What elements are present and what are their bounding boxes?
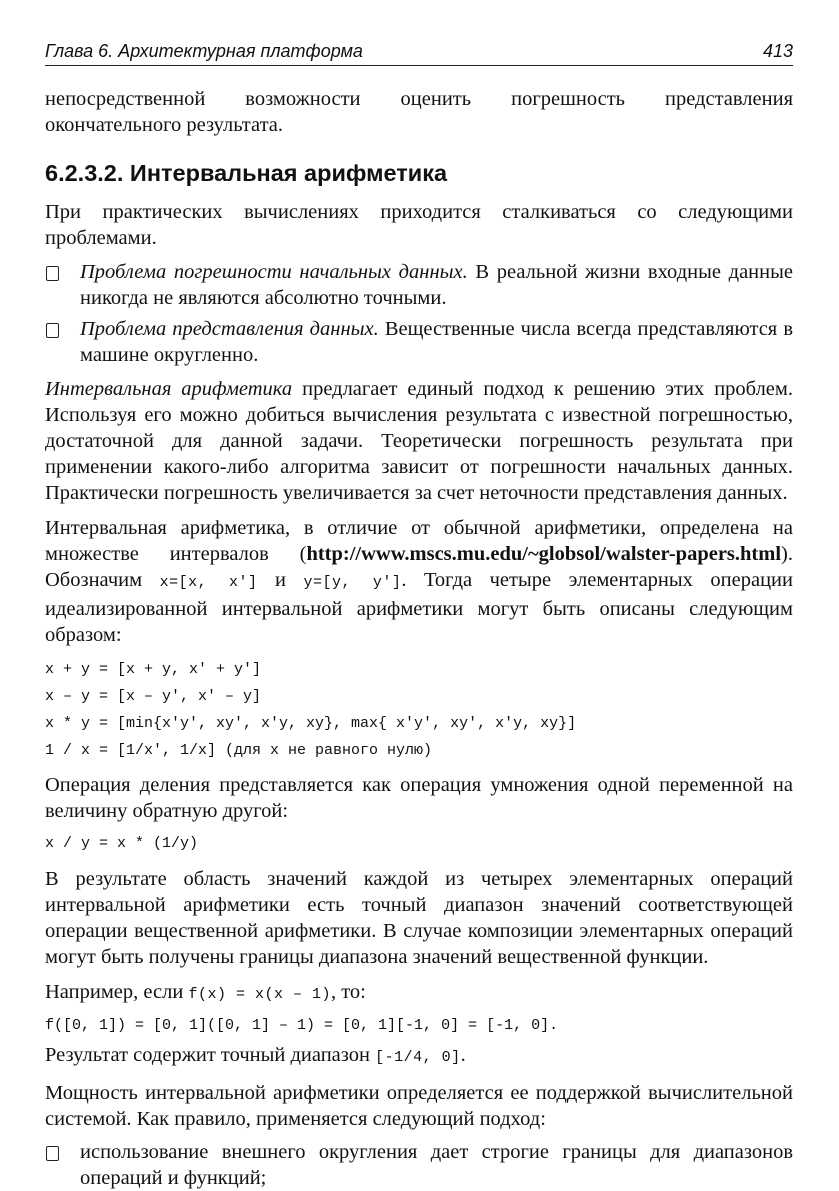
code-line: x + y = [x + y, x' + y'] — [45, 661, 262, 678]
checkbox-bullet-icon — [46, 323, 59, 338]
paragraph-power: Мощность интервальной арифметики определяется ее поддержкой вычислительной системой. Как правило, применяется следующий подход: — [45, 1082, 793, 1130]
intro-paragraph: непосредственной возможности оценить погрешность представления окончательного результата. — [45, 88, 793, 136]
bullet-item — [45, 259, 793, 311]
inline-code-x: x=[x, x'] — [159, 574, 258, 591]
code-line: 1 / x = [1/x', 1/x] (для x не равного нулю) — [45, 742, 433, 759]
operations-code-block — [45, 656, 793, 764]
bullet-emphasis: Проблема погрешности начальных данных. — [80, 261, 468, 283]
inline-code-range: [-1/4, 0] — [375, 1049, 461, 1066]
checkbox-bullet-icon — [46, 1146, 59, 1161]
paragraph-division: Операция деления представляется как операция умножения одной переменной на величину обратную другой: — [45, 774, 793, 822]
paragraph-result-range: В результате область значений каждой из четырех элементарных операций интервальной арифметики есть точный диапазон значений соответствующей операции вещественной арифметики. В случае композиции элементарных операций могут быть получены границы диапазона значений вещественной функции. — [45, 868, 793, 968]
paragraph-exact-range: Результат содержит точный диапазон [-1/4, 0]. — [45, 1044, 466, 1066]
chapter-title: Глава 6. Архитектурная платформа — [45, 41, 363, 61]
inline-code-f: f(x) = x(x – 1) — [188, 986, 331, 1003]
section-heading: 6.2.3.2. Интервальная арифметика — [45, 160, 448, 186]
checkbox-bullet-icon — [46, 266, 59, 281]
bullet-emphasis: Проблема представления данных. — [80, 318, 379, 340]
running-header — [45, 36, 793, 66]
bullet-text: В реальной жизни входные данные никогда не являются абсолютно точными. — [80, 261, 793, 309]
bullet-item — [45, 316, 793, 368]
code-line-example: f([0, 1]) = [0, 1]([0, 1] – 1) = [0, 1][-1, 0] = [-1, 0]. — [45, 1017, 559, 1034]
bullet-item — [45, 1139, 793, 1191]
page-number: 413 — [762, 41, 793, 61]
code-line-division: x / y = x * (1/y) — [45, 835, 199, 852]
paragraph-interval-arith: Интервальная арифметика предлагает единый подход к решению этих проблем. Используя его можно добиться вычисления результата с известной погрешностью, достаточной для данной задачи. Теоретически погрешность результата при применении какого-либо алгоритма зависит от погрешности начальных данных. Практически погрешность увеличивается за счет неточности представления данных. — [45, 378, 794, 504]
code-line: x – y = [x – y', x' – y] — [45, 688, 262, 705]
term-emphasis: Интервальная арифметика — [45, 378, 293, 400]
reference-url: http://www.mscs.mu.edu/~globsol/walster-papers.html — [306, 543, 782, 565]
paragraph-problems: При практических вычислениях приходится сталкиваться со следующими проблемами. — [45, 201, 793, 249]
code-line: x * y = [min{x'y', xy', x'y, xy}, max{ x'y', xy', x'y, xy}] — [45, 715, 577, 732]
paragraph-example: Например, если f(x) = x(x – 1), то: — [45, 981, 366, 1003]
inline-code-y: y=[y, y'] — [303, 574, 402, 591]
book-page — [45, 36, 793, 1191]
bullet-text: использование внешнего округления дает строгие границы для диапазонов операций и функций; — [80, 1141, 793, 1189]
bullet-text: Вещественные числа всегда представляются в машине округленно. — [80, 318, 794, 366]
paragraph-definition: Интервальная арифметика, в отличие от обычной арифметики, определена на множестве интервалов (http://www.mscs.mu.edu/~globsol/walster-papers.html). Обозначим x=[x, x'] и y=[y, y']. Тогда четыре элементарных операции идеализированной интервальной арифметики могут быть описаны следующим образом: — [45, 517, 793, 646]
